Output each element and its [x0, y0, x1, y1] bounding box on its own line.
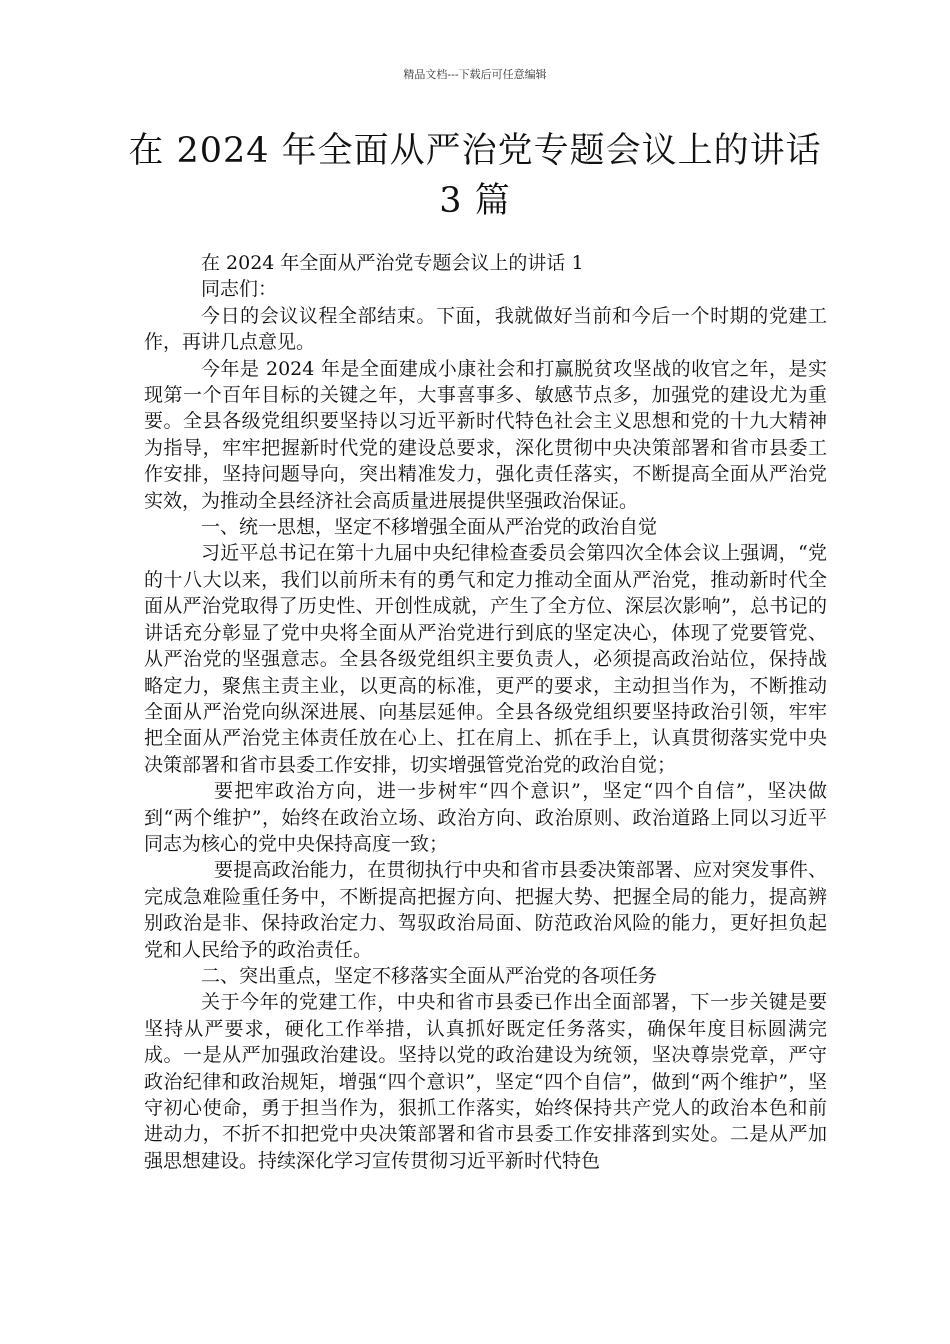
- body-paragraph: 要把牢政治方向，进一步树牢“四个意识”，坚定“四个自信”，坚决做到“两个维护”，始终在政治立场、政治方向、政治原则、政治道路上同以习近平同志为核心的党中央保持高度一致；: [144, 780, 827, 855]
- title-line-2: 3 篇: [439, 181, 511, 221]
- section-heading-1: 一、统一思想，坚定不移增强全面从严治党的政治自觉: [201, 516, 658, 539]
- speech-subtitle: 在 2024 年全面从严治党专题会议上的讲话 1: [201, 252, 584, 274]
- body-paragraph: 关于今年的党建工作，中央和省市县委已作出全面部署，下一步关键是要坚持从严要求，硬化工作举措，认真抓好既定任务落实，确保年度目标圆满完成。一是从严加强政治建设。坚持以党的政治建设为统领，坚决尊崇党章，严守政治纪律和政治规矩，增强“四个意识”，坚定“四个自信”，做到“两个维护”，坚守初心使命，勇于担当作为，狠抓工作落实，始终保持共产党人的政治本色和前进动力，不折不扣把党中央决策部署和省市县委工作安排落到实处。二是从严加强思想建设。持续深化学习宣传贯彻习近平新时代特色: [144, 991, 827, 1172]
- body-paragraph: 今日的会议议程全部结束。下面，我就做好当前和今后一个时期的党建工作，再讲几点意见。: [144, 304, 827, 354]
- header-note: 精品文档---下载后可任意编辑: [403, 68, 547, 81]
- body-paragraph: 今年是 2024 年是全面建成小康社会和打赢脱贫攻坚战的收官之年，是实现第一个百年目标的关键之年，大事喜事多、敏感节点多，加强党的建设尤为重要。全县各级党组织要坚持以习近平新时代特色社会主义思想和党的十九大精神为指导，牢牢把握新时代党的建设总要求，深化贯彻中央决策部署和省市县委工作安排，坚持问题导向，突出精准发力，强化责任落实，不断提高全面从严治党实效，为推动全县经济社会高质量进展提供坚强政治保证。: [144, 357, 827, 512]
- body-paragraph: 要提高政治能力，在贯彻执行中央和省市县委决策部署、应对突发事件、完成急难险重任务中，不断提高把握方向、把握大势、把握全局的能力，提高辨别政治是非、保持政治定力、驾驭政治局面、防范政治风险的能力，更好担负起党和人民给予的政治责任。: [144, 859, 827, 961]
- title-line-1: 在 2024 年全面从严治党专题会议上的讲话: [128, 131, 822, 171]
- salutation: 同志们：: [201, 278, 278, 301]
- section-heading-2: 二、突出重点，坚定不移落实全面从严治党的各项任务: [201, 964, 658, 987]
- document-title: [120, 126, 830, 226]
- document-body: [144, 250, 827, 1174]
- body-paragraph: 习近平总书记在第十九届中央纪律检查委员会第四次全体会议上强调，“党的十八大以来，我们以前所未有的勇气和定力推动全面从严治党，推动新时代全面从严治党取得了历史性、开创性成就，产生了全方位、深层次影响”，总书记的讲话充分彰显了党中央将全面从严治党进行到底的坚定决心，体现了党要管党、从严治党的坚强意志。全县各级党组织主要负责人，必须提高政治站位，保持战略定力，聚焦主责主业，以更高的标准，更严的要求，主动担当作为，不断推动全面从严治党向纵深进展、向基层延伸。全县各级党组织要坚持政治引领，牢牢把全面从严治党主体责任放在心上、扛在肩上、抓在手上，认真贯彻落实党中央决策部署和省市县委工作安排，切实增强管党治党的政治自觉；: [144, 542, 827, 776]
